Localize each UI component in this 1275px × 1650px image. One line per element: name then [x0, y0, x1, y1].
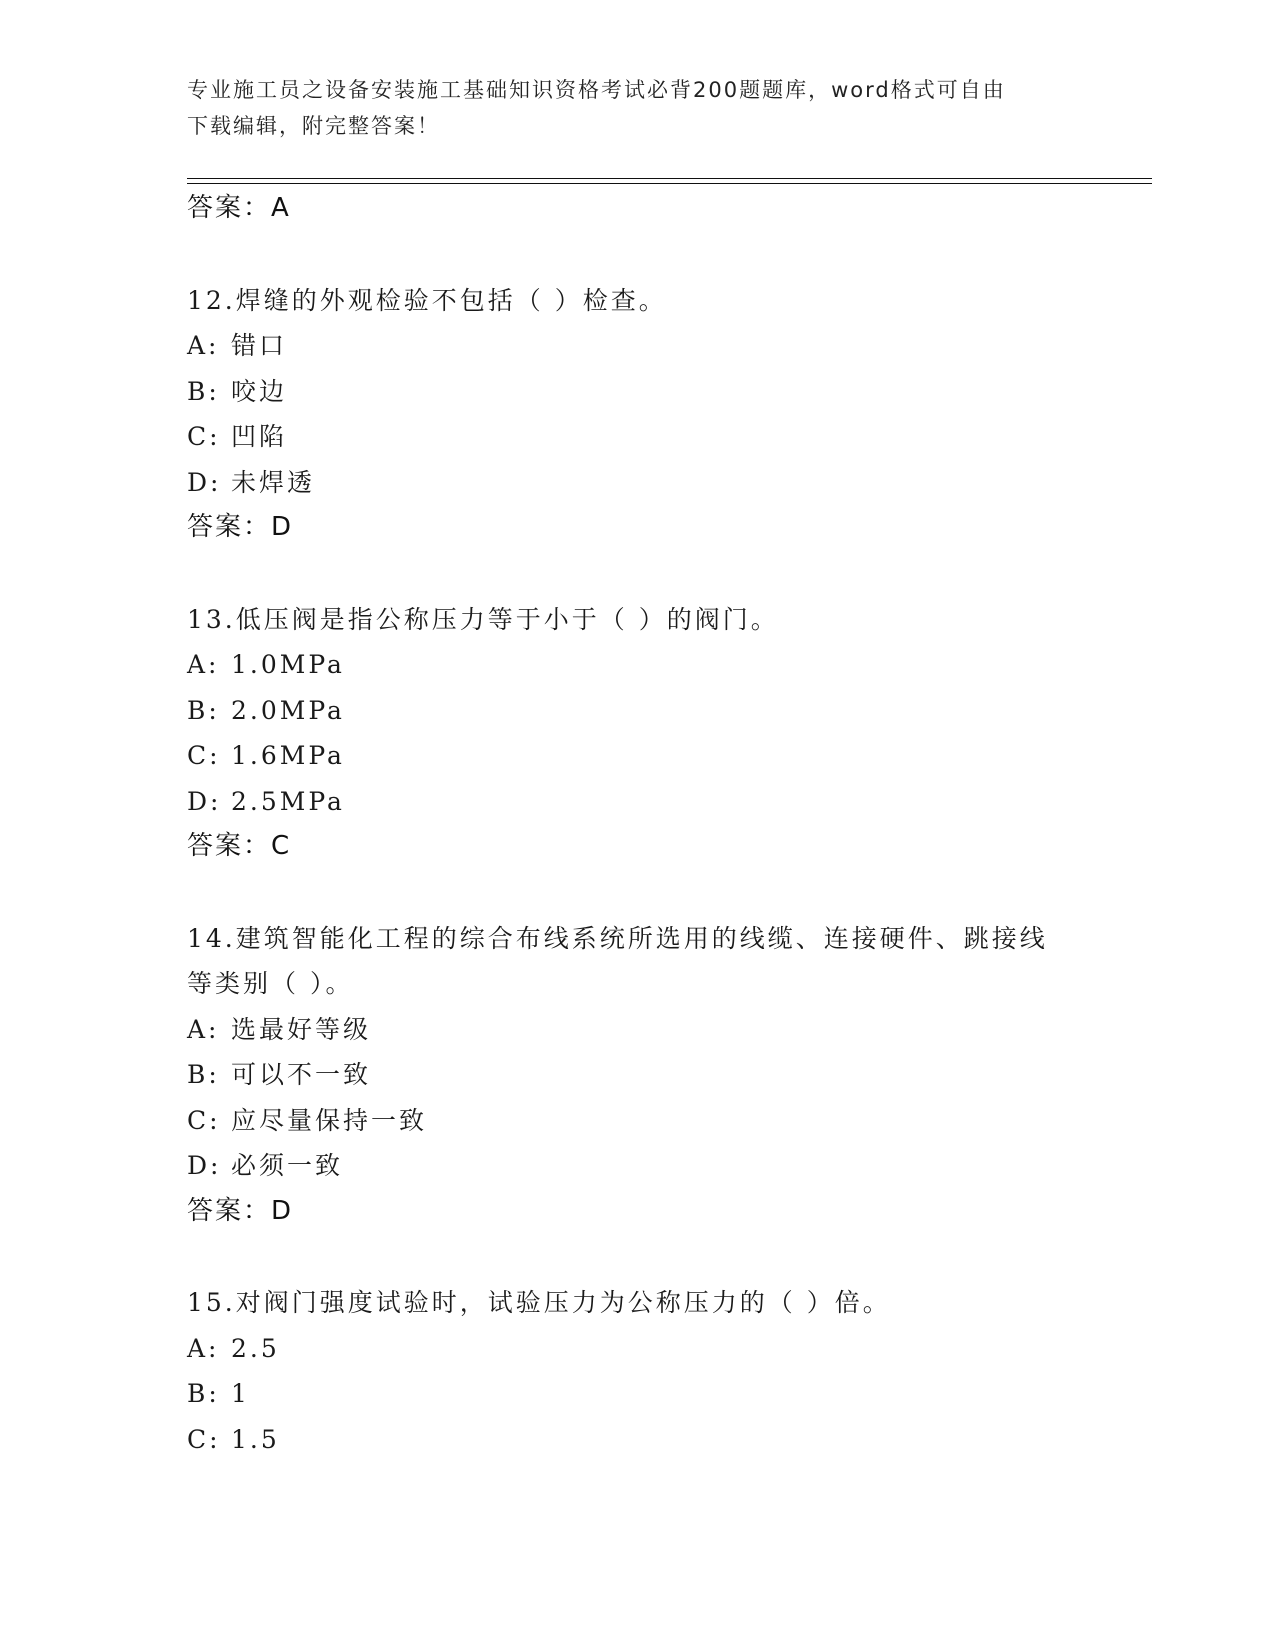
- answer-line: 答案：D: [187, 1195, 294, 1226]
- option-text: 错口: [231, 331, 288, 360]
- header-divider-top: [187, 178, 1152, 179]
- option-row: [187, 642, 1087, 688]
- option-row: [187, 1371, 1087, 1417]
- option-key: D:: [187, 467, 222, 497]
- option-key: B:: [187, 695, 220, 725]
- option-key: B:: [187, 1060, 220, 1089]
- document-header: [187, 72, 1067, 144]
- previous-answer: 答案：A: [187, 193, 291, 223]
- option-text: 应尽量保持一致: [231, 1105, 428, 1135]
- option-key: D:: [187, 1151, 222, 1180]
- question-block: [187, 916, 1087, 1235]
- option-key: D:: [187, 786, 222, 816]
- question-stem-continued: 等类别（ ）。: [187, 969, 354, 998]
- question-stem: 15.对阀门强度试验时，试验压力为公称压力的（ ）倍。: [187, 1288, 891, 1317]
- option-text: 2.0MPa: [231, 695, 345, 725]
- spacer: [187, 1234, 1087, 1280]
- question-stem: 12.焊缝的外观检验不包括（ ）检查。: [187, 285, 667, 315]
- option-key: B:: [187, 376, 220, 406]
- spacer: [187, 870, 1087, 916]
- question-list: [187, 186, 1087, 1462]
- spacer: [187, 551, 1087, 597]
- question-block: [187, 1280, 1087, 1462]
- option-row: [187, 414, 1087, 460]
- option-text: 未焊透: [231, 467, 316, 497]
- option-text: 选最好等级: [231, 1014, 372, 1044]
- option-key: C:: [187, 741, 221, 770]
- question-stem: 14.建筑智能化工程的综合布线系统所选用的线缆、连接硬件、跳接线: [187, 923, 1048, 953]
- option-row: [187, 369, 1087, 415]
- option-text: 1.6MPa: [231, 741, 345, 770]
- option-key: A:: [187, 650, 220, 679]
- spacer: [187, 232, 1087, 278]
- option-text: 2.5: [231, 1333, 280, 1363]
- header-line-1: 专业施工员之设备安装施工基础知识资格考试必背200题题库，word格式可自由: [187, 78, 1006, 102]
- option-text: 1: [231, 1379, 250, 1408]
- option-text: 1.0MPa: [231, 650, 345, 679]
- header-line-2: 下载编辑，附完整答案！: [187, 114, 440, 138]
- option-key: C:: [187, 1105, 221, 1135]
- question-block: [187, 597, 1087, 870]
- option-key: C:: [187, 422, 221, 451]
- option-row: [187, 323, 1087, 369]
- option-key: A:: [187, 331, 220, 360]
- option-row: [187, 733, 1087, 779]
- option-row: [187, 1143, 1087, 1189]
- option-text: 1.5: [231, 1424, 280, 1454]
- option-key: A:: [187, 1333, 220, 1363]
- option-row: [187, 1326, 1087, 1372]
- option-text: 必须一致: [231, 1151, 344, 1180]
- option-row: [187, 460, 1087, 506]
- option-row: [187, 1052, 1087, 1098]
- option-key: B:: [187, 1379, 220, 1408]
- option-row: [187, 1098, 1087, 1144]
- option-text: 2.5MPa: [231, 786, 345, 816]
- answer-line: 答案：D: [187, 512, 294, 542]
- option-row: [187, 688, 1087, 734]
- option-key: A:: [187, 1014, 220, 1044]
- header-divider-bottom: [187, 183, 1152, 184]
- option-row: [187, 1417, 1087, 1463]
- option-text: 凹陷: [231, 422, 288, 451]
- option-row: [187, 1007, 1087, 1053]
- question-stem: 13.低压阀是指公称压力等于小于（ ）的阀门。: [187, 604, 779, 634]
- question-block: [187, 278, 1087, 551]
- option-text: 可以不一致: [231, 1060, 372, 1089]
- option-text: 咬边: [231, 376, 288, 406]
- answer-line: 答案：C: [187, 831, 292, 861]
- option-row: [187, 779, 1087, 825]
- option-key: C:: [187, 1424, 221, 1454]
